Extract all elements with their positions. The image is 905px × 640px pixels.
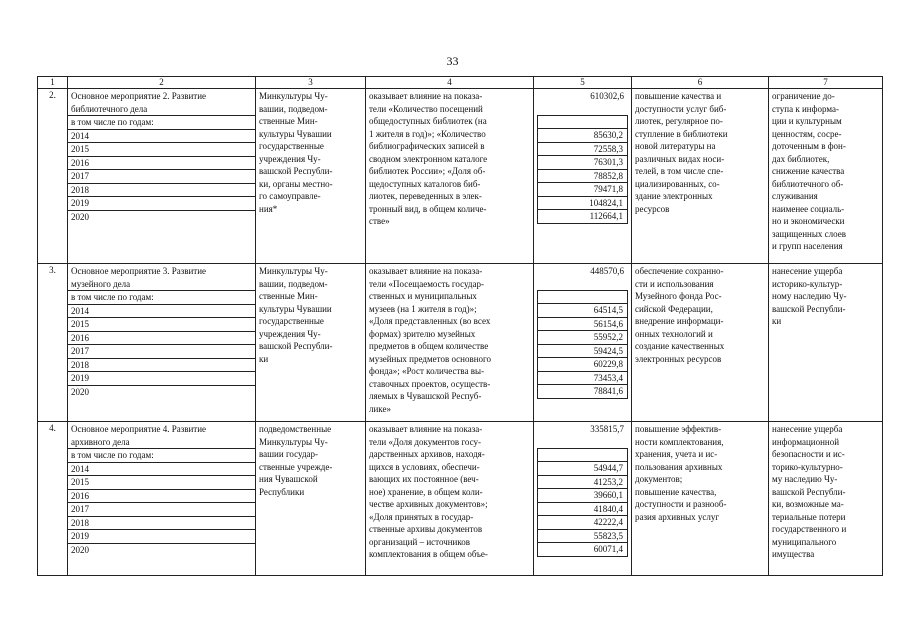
executor-line: учреждения Чу- (259, 328, 321, 339)
risk-line: ограничение до- (772, 91, 835, 101)
funding-cell (534, 264, 632, 422)
result-line: разия архивных услуг (635, 511, 720, 522)
funding-year-value: 85630,2 (537, 129, 628, 143)
indicator-line: щихся в условиях, обеспечи- (369, 461, 480, 472)
risk-cell (769, 89, 883, 264)
header-row (38, 77, 883, 89)
risk-line: му наследию Чу- (772, 474, 838, 484)
risk-line: вашской Республи- (772, 303, 846, 314)
executor-line: культуры Чувашии (259, 128, 332, 139)
risk-line: но и экономически (772, 216, 845, 226)
result-cell (632, 264, 769, 422)
header-cell: 7 (769, 77, 883, 89)
activity-title-line: Основное мероприятие 3. Развитие (71, 266, 207, 276)
activity-row (38, 422, 883, 576)
risk-line: ки, возможные ма- (772, 499, 844, 509)
risk-line: доточенным в фон- (772, 141, 846, 151)
result-line: ресурсов (635, 203, 670, 214)
indicator-cell (366, 264, 534, 422)
activity-title-line: музейного дела (71, 278, 131, 289)
year-label: 2019 (68, 371, 255, 385)
executor-cell (256, 89, 366, 264)
indicator-line: дарственных архивов, находя- (369, 449, 485, 459)
year-label: 2015 (68, 475, 255, 489)
funding-blank (537, 115, 628, 130)
indicator-line: ляемых в Чувашской Респуб- (369, 391, 482, 401)
result-line: обеспечение сохранно- (635, 266, 724, 276)
indicator-line: музейных предметов основного (369, 353, 492, 364)
year-label: 2018 (68, 516, 255, 530)
indicator-line: оказывает влияние на показа- (369, 91, 483, 101)
result-line: ступление в библиотеки (635, 128, 728, 139)
indicator-line: формах) зрителю музейных (369, 328, 476, 339)
funding-year-value: 41840,4 (537, 503, 628, 517)
funding-year-value: 76301,3 (537, 156, 628, 170)
executor-line: ки, органы местно- (259, 178, 333, 189)
activity-title-line: Основное мероприятие 2. Развитие (71, 91, 207, 101)
risk-line: териальные потери (772, 511, 846, 522)
year-label: 2017 (68, 169, 255, 183)
funding-year-value: 73453,4 (537, 372, 628, 386)
result-line: сийской Федерации, (635, 303, 713, 314)
risk-line: вашской Республи- (772, 486, 846, 497)
year-label: 2019 (68, 196, 255, 210)
executor-cell (256, 422, 366, 576)
indicator-line: оказывает влияние на показа- (369, 424, 483, 434)
year-label: 2014 (68, 129, 255, 143)
result-line: ности комплектования, (635, 436, 724, 447)
funding-year-value: 60229,8 (537, 358, 628, 372)
funding-year-value: 104824,1 (537, 197, 628, 211)
executor-line: Минкультуры Чу- (259, 266, 328, 276)
executor-line: вашии, подведом- (259, 103, 328, 114)
indicator-line: ственные архивы документов (369, 524, 483, 534)
funding-year-value: 55823,5 (537, 530, 628, 544)
result-line: повышение качества и (635, 91, 722, 101)
executor-line: Минкультуры Чу- (259, 436, 328, 447)
activity-title-cell (68, 422, 256, 576)
activity-row (38, 89, 883, 264)
activity-title-line: архивного дела (71, 436, 130, 447)
result-line: электронных ресурсов (635, 353, 722, 364)
indicator-line: ственных и муниципальных (369, 291, 477, 301)
risk-line: библиотечного об- (772, 178, 844, 189)
risk-line: имущества (772, 549, 815, 559)
activity-title-cell (68, 264, 256, 422)
executor-line: ки (259, 353, 269, 364)
indicator-cell (366, 89, 534, 264)
executor-line: ственные учрежде- (259, 461, 333, 472)
funding-total: 448570,6 (590, 266, 624, 276)
year-label: 2018 (68, 183, 255, 197)
result-line: телей, в том числе спе- (635, 166, 724, 176)
result-line: лиотек, регулярное по- (635, 116, 723, 126)
funding-year-value: 60071,4 (537, 543, 628, 557)
result-line: здание электронных (635, 191, 713, 201)
result-line: документов; (635, 474, 683, 484)
program-table (37, 76, 883, 576)
indicator-line: лике» (369, 403, 391, 414)
risk-line: историко-культур- (772, 278, 843, 289)
funding-year-value: 79471,8 (537, 183, 628, 197)
header-cell: 1 (38, 77, 68, 89)
risk-line: муниципального (772, 536, 837, 547)
funding-cell (534, 89, 632, 264)
risk-cell (769, 422, 883, 576)
executor-line: вашской Республи- (259, 166, 333, 176)
risk-line: снижение качества (772, 166, 845, 176)
year-label: 2020 (68, 385, 255, 399)
funding-year-value: 54944,7 (537, 462, 628, 476)
year-label: 2014 (68, 462, 255, 476)
row-number: 3. (38, 264, 68, 422)
executor-line: государственные (259, 316, 324, 326)
indicator-line: лиотек, переведенных в элек- (369, 191, 482, 201)
result-cell (632, 89, 769, 264)
year-label: 2016 (68, 156, 255, 170)
page-number: 33 (446, 54, 459, 68)
year-label: 2017 (68, 502, 255, 516)
executor-line: ния Чувашской (259, 474, 318, 484)
risk-line: нанесение ущерба (772, 266, 843, 276)
executor-line: Республики (259, 486, 305, 497)
funding-spacer (537, 103, 628, 115)
header-cell: 3 (256, 77, 366, 89)
year-label: 2018 (68, 358, 255, 372)
funding-year-value: 78841,6 (537, 385, 628, 399)
indicator-line: фонда»; «Рост количества вы- (369, 366, 485, 376)
year-label: 2020 (68, 210, 255, 224)
executor-line: вашии, подведом- (259, 278, 328, 289)
activity-row (38, 264, 883, 422)
indicator-line: щедоступных каталогов биб- (369, 178, 481, 189)
activity-title-line: библиотечного дела (71, 103, 148, 114)
indicator-line: комплектования в общем объе- (369, 549, 488, 559)
executor-line: ственные Мин- (259, 291, 318, 301)
risk-line: ценностям, сосре- (772, 128, 842, 139)
funding-year-value: 78852,8 (537, 170, 628, 184)
result-line: циализированных, со- (635, 178, 720, 189)
risk-line: информационной (772, 436, 840, 447)
funding-year-value: 72558,3 (537, 143, 628, 157)
indicator-line: стве» (369, 216, 390, 226)
result-cell (632, 422, 769, 576)
risk-line: ному наследию Чу- (772, 291, 847, 301)
risk-line: нанесение ущерба (772, 424, 843, 434)
year-label: 2016 (68, 489, 255, 503)
header-cell: 2 (68, 77, 256, 89)
indicator-line: 1 жителя в год)»; «Количество (369, 128, 486, 139)
activity-title-cell (68, 89, 256, 264)
executor-line: государственные (259, 141, 324, 151)
years-label: в том числе по годам: (68, 448, 255, 462)
risk-line: безопасности и ис- (772, 449, 845, 459)
result-line: Музейного фонда Рос- (635, 291, 722, 301)
result-line: доступности услуг биб- (635, 103, 727, 114)
funding-year-value: 42222,4 (537, 516, 628, 530)
funding-spacer (537, 278, 628, 290)
row-number: 2. (38, 89, 68, 264)
risk-line: ступа к информа- (772, 103, 839, 114)
executor-line: ственные Мин- (259, 116, 318, 126)
year-label: 2015 (68, 317, 255, 331)
result-line: доступности и разнооб- (635, 499, 727, 509)
result-line: новой литературы на (635, 141, 716, 151)
year-label: 2019 (68, 529, 255, 543)
indicator-line: «Доля представленных (во всех (369, 316, 491, 326)
funding-year-value: 64514,5 (537, 304, 628, 318)
indicator-cell (366, 422, 534, 576)
executor-line: вашии государ- (259, 449, 319, 459)
risk-line: защищенных слоев (772, 228, 846, 239)
result-line: различных видах носи- (635, 153, 725, 164)
header-cell: 5 (534, 77, 632, 89)
funding-cell (534, 422, 632, 576)
funding-total: 335815,7 (590, 424, 624, 434)
executor-line: Минкультуры Чу- (259, 91, 328, 101)
executor-line: культуры Чувашии (259, 303, 332, 314)
indicator-line: библиографических записей в (369, 141, 485, 151)
risk-cell (769, 264, 883, 422)
years-label: в том числе по годам: (68, 115, 255, 129)
risk-line: государственного и (772, 524, 847, 534)
indicator-line: музеев (на 1 жителя в год)»; (369, 303, 477, 314)
funding-blank (537, 290, 628, 305)
risk-line: дах библиотек, (772, 153, 830, 164)
result-line: создание качественных (635, 341, 725, 351)
result-line: сти и использования (635, 278, 714, 289)
indicator-line: организаций – источников (369, 536, 471, 547)
year-label: 2016 (68, 331, 255, 345)
executor-line: ния* (259, 203, 278, 214)
indicator-line: тронный вид, в общем количе- (369, 203, 487, 214)
year-label: 2014 (68, 304, 255, 318)
result-line: повышение эффектив- (635, 424, 722, 434)
funding-year-value: 59424,5 (537, 345, 628, 359)
funding-year-value: 39660,1 (537, 489, 628, 503)
activity-title-line: Основное мероприятие 4. Развитие (71, 424, 207, 434)
indicator-line: тели «Доля документов госу- (369, 436, 481, 447)
executor-line: учреждения Чу- (259, 153, 321, 164)
indicator-line: вающих их постоянное (веч- (369, 474, 479, 484)
result-line: онных технологий и (635, 328, 713, 339)
indicator-line: предметов в общем количестве (369, 341, 489, 351)
funding-total: 610302,6 (590, 91, 624, 101)
result-line: пользования архивных (635, 461, 723, 472)
risk-line: и групп населения (772, 241, 843, 251)
funding-year-value: 112664,1 (537, 210, 628, 224)
risk-line: торико-культурно- (772, 461, 843, 472)
indicator-line: сводном электронном каталоге (369, 153, 488, 164)
result-line: внедрение информаци- (635, 316, 724, 326)
indicator-line: ное) хранение, в общем коли- (369, 486, 483, 497)
indicator-line: тели «Количество посещений (369, 103, 483, 114)
indicator-line: тели «Посещаемость государ- (369, 278, 485, 289)
risk-line: наименее социаль- (772, 203, 845, 214)
indicator-line: «Доля принятых в государ- (369, 511, 474, 522)
executor-line: го самоуправле- (259, 191, 321, 201)
funding-year-value: 55952,2 (537, 331, 628, 345)
years-label: в том числе по годам: (68, 290, 255, 304)
funding-blank (537, 448, 628, 463)
risk-line: ции и культурным (772, 116, 842, 126)
indicator-line: общедоступных библиотек (на (369, 116, 487, 126)
header-cell: 6 (632, 77, 769, 89)
year-label: 2017 (68, 344, 255, 358)
result-line: повышение качества, (635, 486, 717, 497)
indicator-line: честве архивных документов»; (369, 499, 488, 509)
executor-line: подведомственные (259, 424, 332, 434)
result-line: хранения, учета и ис- (635, 449, 718, 459)
funding-spacer (537, 436, 628, 448)
row-number: 4. (38, 422, 68, 576)
indicator-line: оказывает влияние на показа- (369, 266, 483, 276)
executor-line: вашской Республи- (259, 341, 333, 351)
indicator-line: ставочных проектов, осуществ- (369, 378, 491, 389)
funding-year-value: 41253,2 (537, 476, 628, 490)
risk-line: служивания (772, 191, 818, 201)
indicator-line: библиотек России»; «Доля об- (369, 166, 486, 176)
funding-year-value: 56154,6 (537, 318, 628, 332)
year-label: 2015 (68, 142, 255, 156)
header-cell: 4 (366, 77, 534, 89)
executor-cell (256, 264, 366, 422)
year-label: 2020 (68, 543, 255, 557)
risk-line: ки (772, 316, 782, 326)
